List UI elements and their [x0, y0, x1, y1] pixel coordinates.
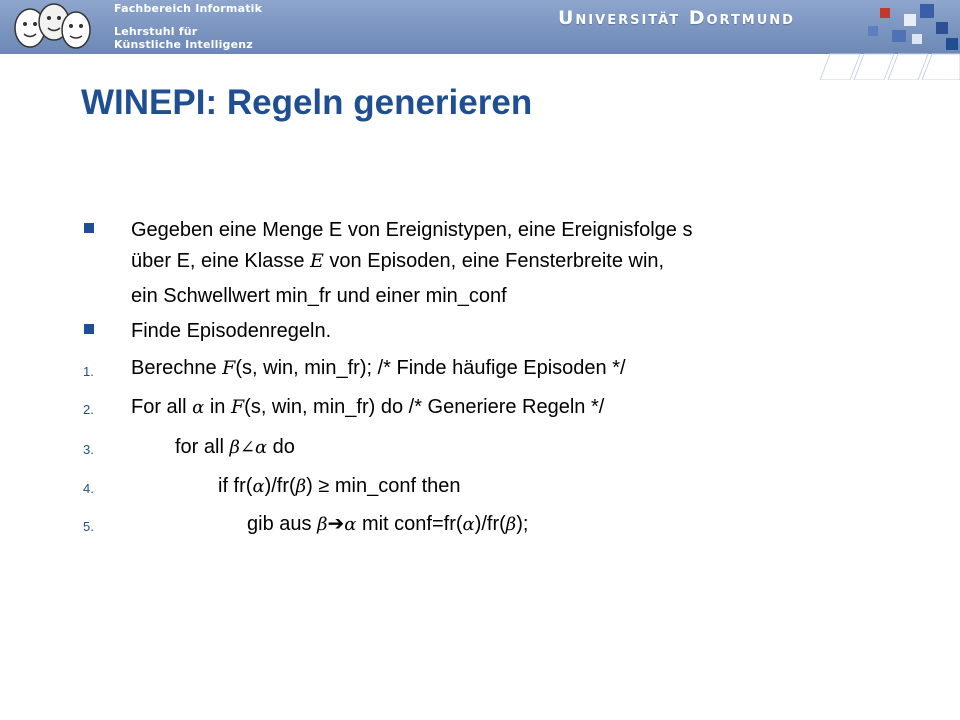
step-number: 2.: [83, 402, 94, 417]
bullet-marker: [84, 223, 94, 233]
bullet-marker: [84, 324, 94, 334]
faces-logo-icon: [8, 2, 96, 52]
step-1: Berechne F(s, win, min_fr); /* Finde häufige Episoden */: [131, 357, 626, 379]
department-name: Fachbereich Informatik: [114, 2, 263, 15]
chair-name-line1: Lehrstuhl für: [114, 25, 198, 38]
step-number: 1.: [83, 364, 94, 379]
frequent-set-symbol: F: [222, 357, 236, 379]
bullet-1-line-1: Gegeben eine Menge E von Ereignistypen, eine Ereignisfolge s: [131, 219, 693, 241]
step-number: 3.: [83, 442, 94, 457]
slide-title: WINEPI: Regeln generieren: [81, 83, 533, 122]
frequent-set-symbol: F: [230, 396, 245, 418]
episode-class-symbol: E: [310, 250, 324, 272]
blue-mosaic-icon: [820, 0, 960, 80]
chair-name-line2: Künstliche Intelligenz: [114, 38, 253, 51]
implies-arrow-icon: ➔: [327, 513, 345, 535]
header-banner: [0, 0, 960, 54]
bullet-1-line-2: über E, eine Klasse E von Episoden, eine Fensterbreite win,: [131, 250, 665, 272]
step-5: gib aus β➔α mit conf=fr(α)/fr(β);: [247, 513, 529, 535]
university-name: Universität Dortmund: [558, 7, 795, 29]
bullet-2-line-1: Finde Episodenregeln.: [131, 320, 332, 342]
step-4: if fr(α)/fr(β) ≥ min_conf then: [218, 475, 461, 497]
step-number: 4.: [83, 481, 94, 496]
step-2: For all α in F(s, win, min_fr) do /* Generiere Regeln */: [131, 396, 605, 418]
step-number: 5.: [83, 519, 94, 534]
bullet-1-line-3: ein Schwellwert min_fr und einer min_conf: [131, 285, 507, 307]
step-3: for all β∠α do: [175, 436, 295, 458]
